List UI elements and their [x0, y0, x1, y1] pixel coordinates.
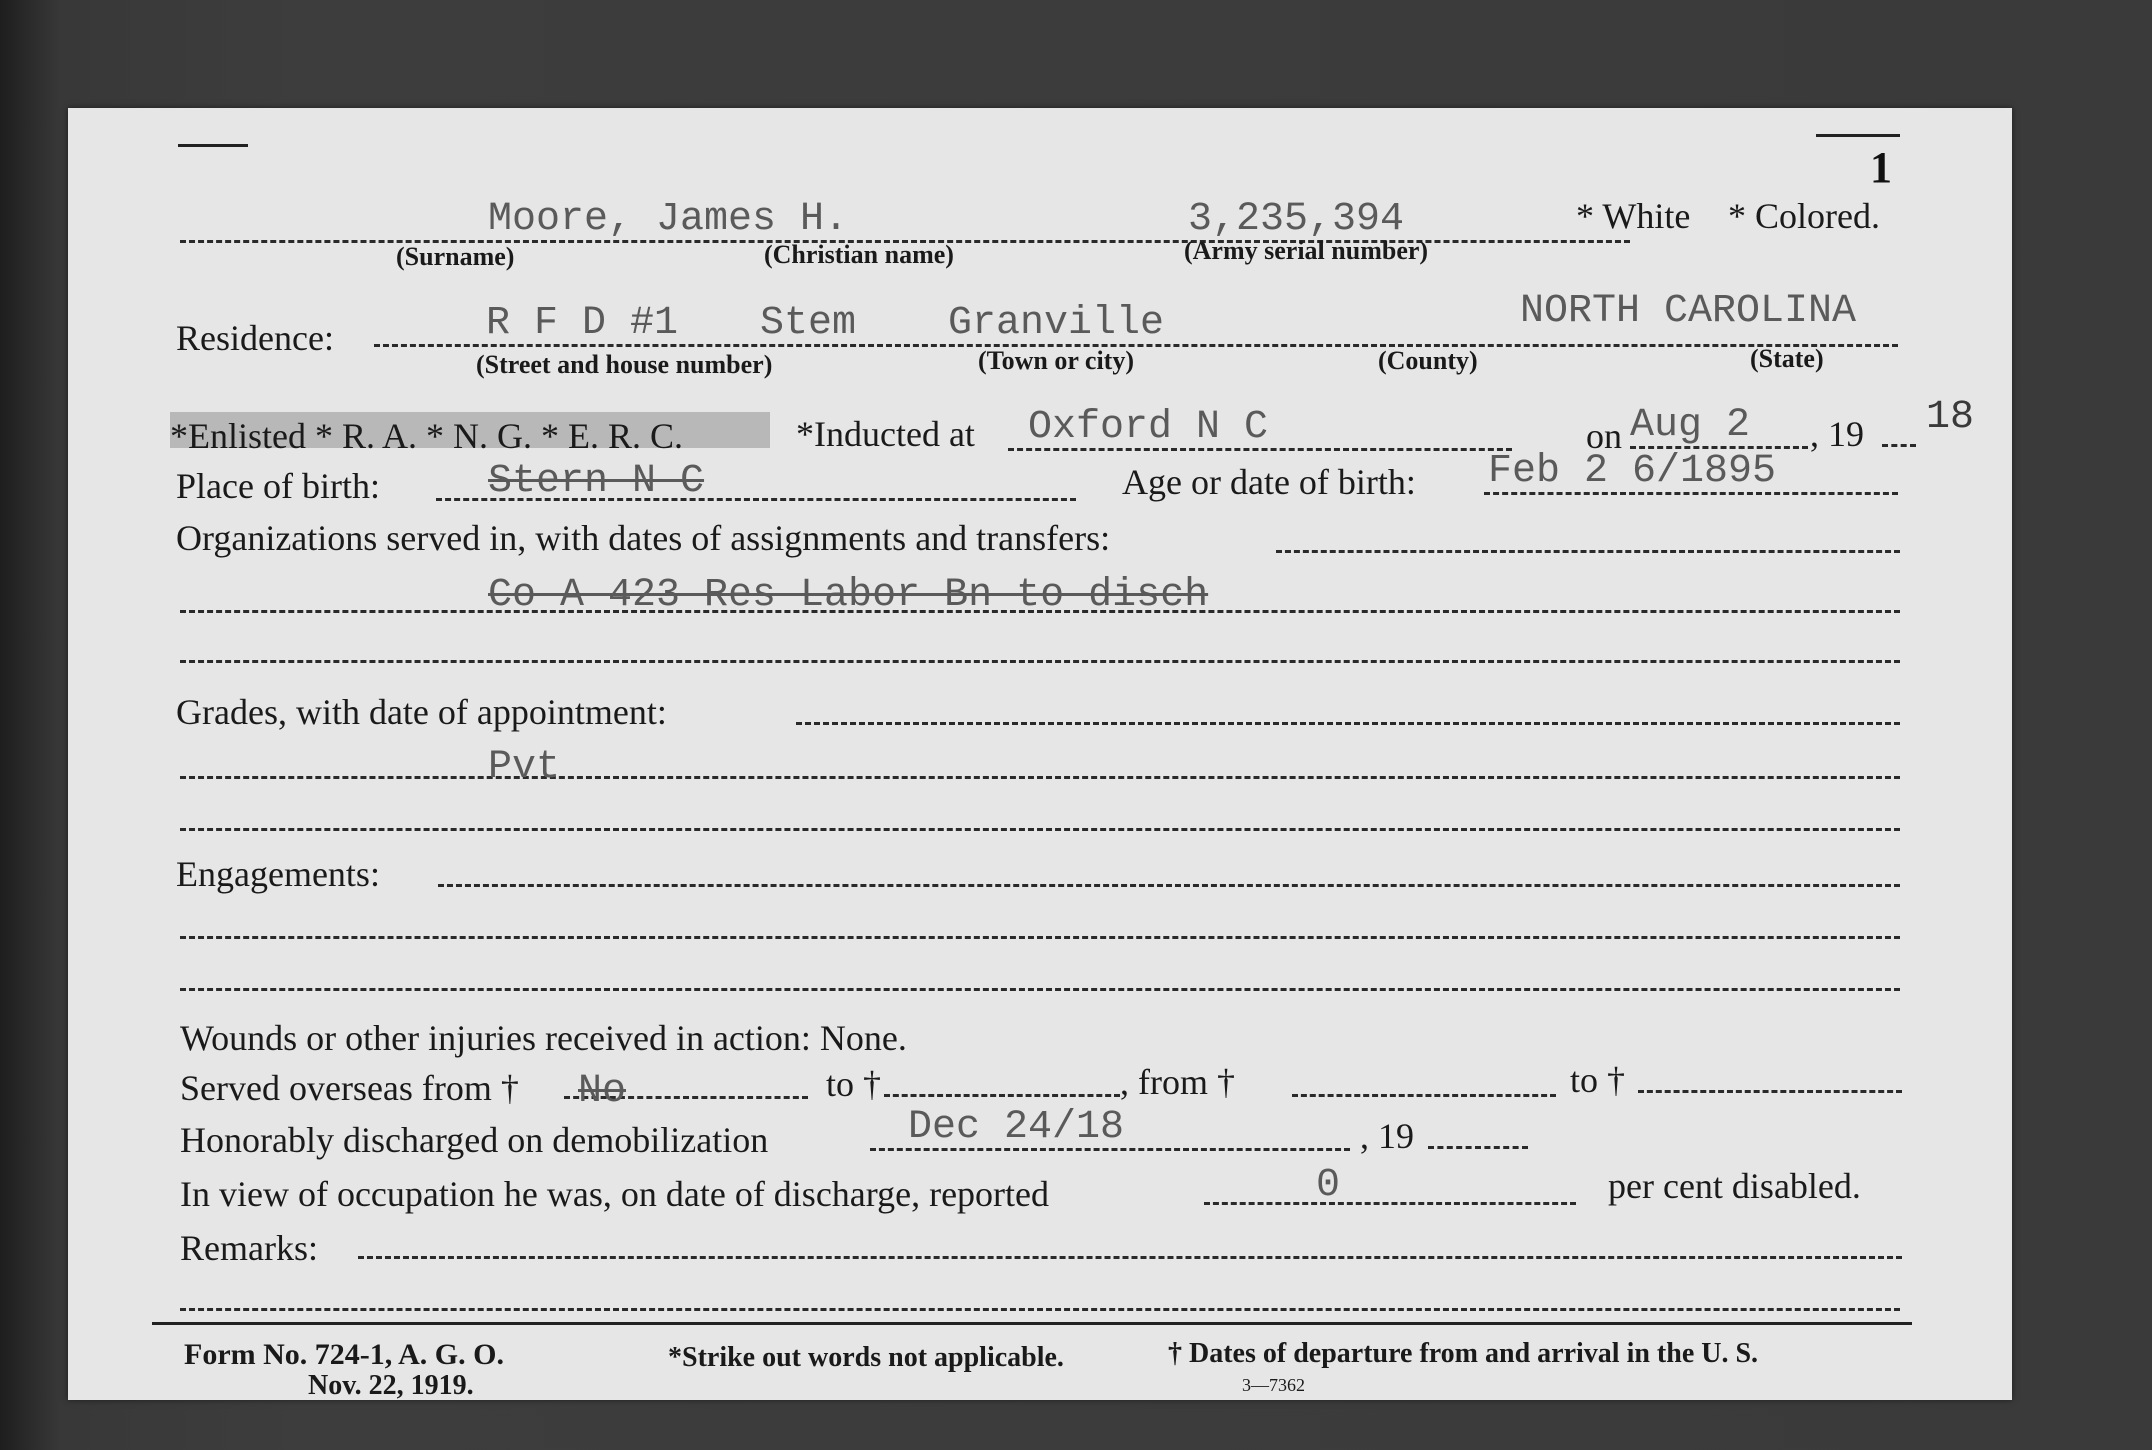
street-caption: (Street and house number): [476, 350, 773, 379]
grades-label: Grades, with date of appointment:: [176, 692, 667, 732]
discharged-label: Honorably discharged on demobilization: [180, 1120, 769, 1160]
service-record-card: [68, 108, 2012, 1400]
footer-rule: [152, 1322, 1912, 1325]
top-right-rule: [1816, 134, 1900, 137]
overseas-from-label-2: , from †: [1120, 1062, 1235, 1102]
race-colored-option: * Colored.: [1728, 196, 1880, 236]
remarks-line-0: [358, 1256, 1902, 1259]
grades-line-1: [180, 776, 1900, 779]
card-number: 1: [1870, 143, 1892, 192]
overseas-to-line: [884, 1094, 1120, 1097]
organizations-line-0: [1276, 550, 1900, 553]
wounds-label: Wounds or other injuries received in action: None.: [180, 1018, 907, 1058]
inducted-label: *Inducted at: [796, 414, 975, 454]
grades-line-2: [180, 828, 1900, 831]
overseas-value: No: [578, 1069, 627, 1114]
remarks-line-1: [180, 1308, 1900, 1311]
strike-note: *Strike out words not applicable.: [668, 1342, 1064, 1373]
birth-date-label: Age or date of birth:: [1122, 462, 1416, 502]
disabled-value: 0: [1316, 1163, 1341, 1208]
organizations-label: Organizations served in, with dates of assignments and transfers:: [176, 518, 1111, 558]
town-caption: (Town or city): [978, 346, 1134, 375]
birth-date: Feb 2 6/1895: [1488, 449, 1777, 494]
print-code: 3—7362: [1242, 1375, 1305, 1395]
residence-town: Stem: [760, 301, 857, 346]
disabled-label: In view of occupation he was, on date of discharge, reported: [180, 1174, 1050, 1214]
inducted-date: Aug 2: [1630, 403, 1751, 448]
christian-name-caption: (Christian name): [764, 240, 954, 269]
overseas-to-label-2: to †: [1570, 1060, 1626, 1100]
organizations-line-2: [180, 660, 1900, 663]
engagements-label: Engagements:: [176, 854, 380, 894]
state-caption: (State): [1750, 344, 1824, 373]
residence-label: Residence:: [176, 318, 334, 358]
enlisted-options: *Enlisted * R. A. * N. G. * E. R. C.: [170, 416, 684, 456]
remarks-label: Remarks:: [180, 1228, 318, 1268]
surname-value: Moore, James H.: [488, 197, 849, 242]
birth-place: Stern N C: [488, 459, 705, 504]
surname-caption: (Surname): [396, 242, 515, 271]
discharged-year-prefix: , 19: [1360, 1116, 1414, 1156]
discharged-year-line: [1428, 1146, 1528, 1149]
inducted-year-prefix: , 19: [1810, 414, 1864, 454]
grades-line-0: [796, 722, 1900, 725]
disabled-suffix: per cent disabled.: [1608, 1166, 1861, 1206]
discharged-value: Dec 24/18: [908, 1105, 1125, 1150]
serial-caption: (Army serial number): [1184, 236, 1429, 265]
inducted-on-label: on: [1586, 416, 1622, 456]
disabled-line: [1204, 1202, 1576, 1205]
dates-note: † Dates of departure from and arrival in the U. S.: [1168, 1338, 1759, 1369]
form-number: Form No. 724-1, A. G. O.: [184, 1338, 504, 1371]
inducted-year-line: [1882, 444, 1916, 447]
overseas-from-line-2: [1292, 1094, 1556, 1097]
engagements-line-1: [180, 936, 1900, 939]
engagements-line-2: [180, 988, 1900, 991]
serial-value: 3,235,394: [1188, 197, 1405, 242]
overseas-from-label: Served overseas from †: [180, 1068, 519, 1108]
residence-street: R F D #1: [486, 301, 679, 346]
residence-county: Granville: [948, 301, 1165, 346]
inducted-year: 18: [1926, 395, 1975, 440]
birth-place-label: Place of birth:: [176, 466, 380, 506]
overseas-to-line-2: [1638, 1090, 1902, 1093]
inducted-place: Oxford N C: [1028, 405, 1269, 450]
form-date: Nov. 22, 1919.: [308, 1370, 474, 1401]
engagements-line-0: [438, 884, 1900, 887]
top-left-rule: [178, 144, 248, 147]
race-white-option: * White: [1576, 196, 1691, 236]
organizations-value: Co A 423 Res Labor Bn to disch: [488, 573, 1209, 618]
county-caption: (County): [1378, 346, 1478, 375]
grades-value: Pvt: [488, 745, 561, 790]
overseas-to-label: to †: [826, 1064, 882, 1104]
residence-state: NORTH CAROLINA: [1520, 289, 1857, 334]
